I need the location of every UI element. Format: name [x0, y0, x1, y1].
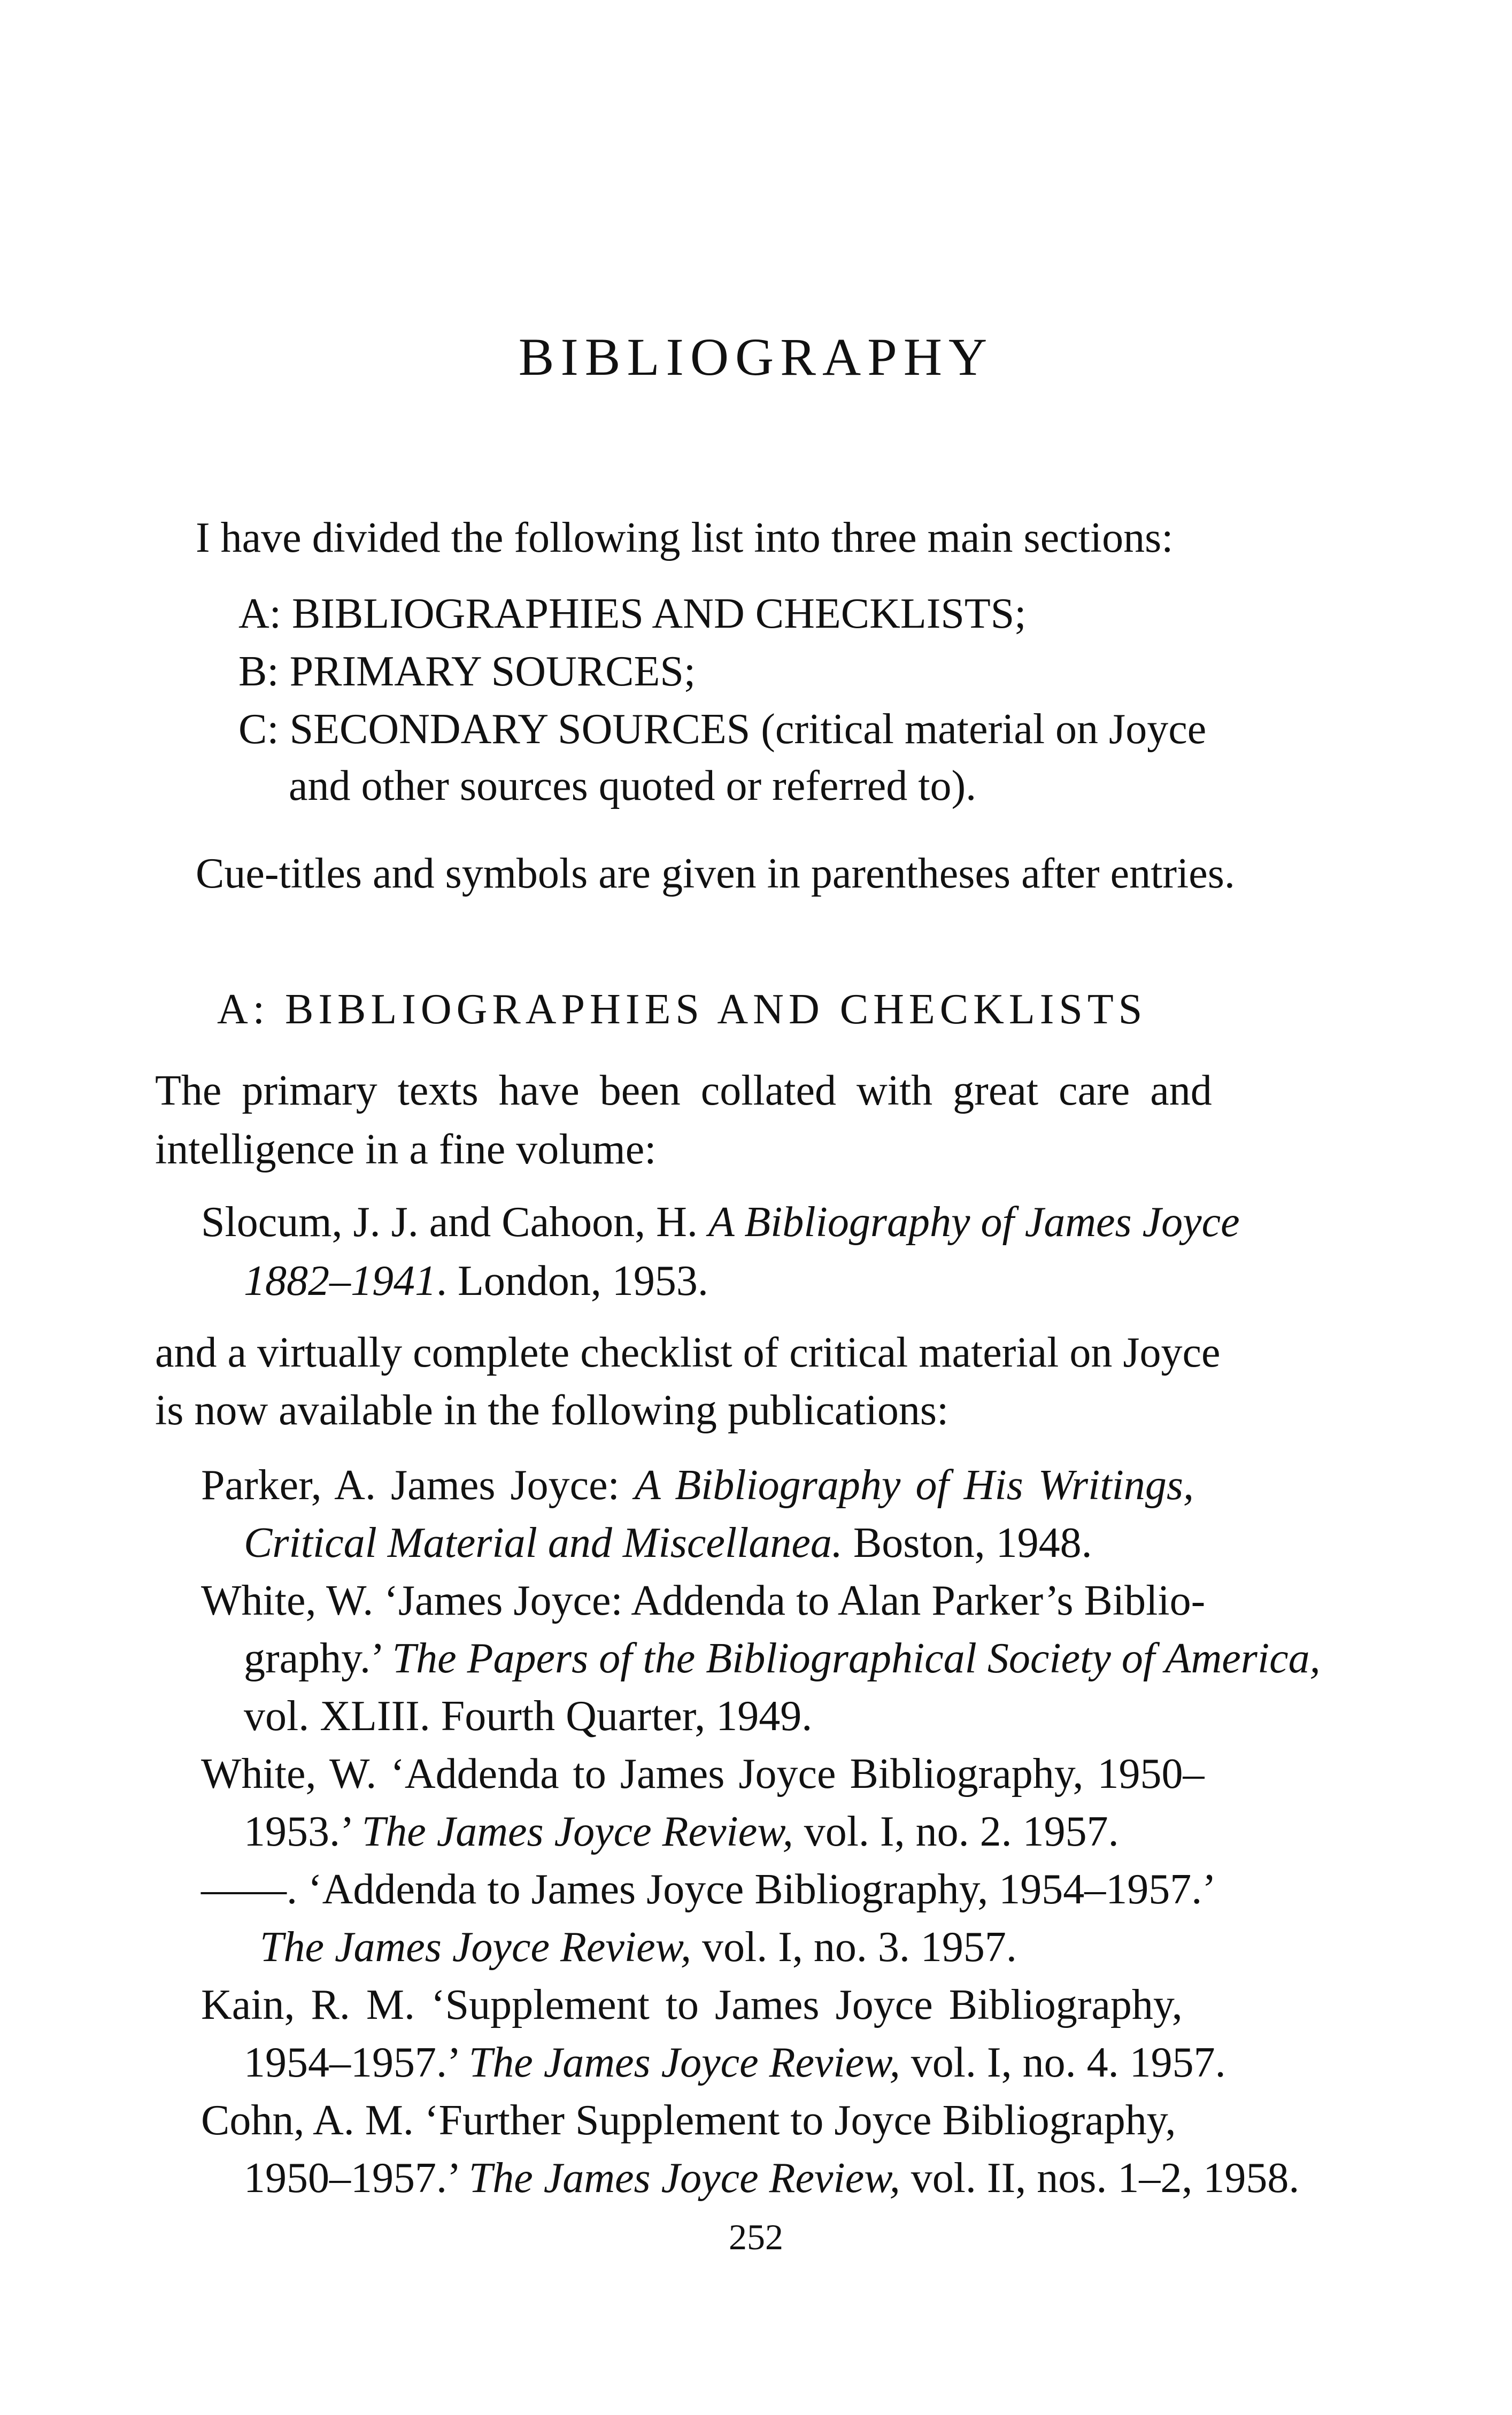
bib-entry-cohn-line-2 — [244, 2157, 1299, 2200]
cue-titles-note: Cue-titles and symbols are given in parentheses after entries. — [196, 850, 1235, 897]
section-text-c: SECONDARY SOURCES (critical material on Joyce — [289, 706, 1207, 753]
bib-entry-author: Parker, A. James Joyce: — [201, 1462, 635, 1509]
bib-entry-slocum-line-2 — [244, 1257, 708, 1305]
bib-entry-title: A Bibliography of His Writings, — [634, 1462, 1194, 1509]
bib-entry-volume: vol. II, nos. 1–2, 1958. — [900, 2155, 1300, 2202]
page-title: BIBLIOGRAPHY — [518, 327, 994, 387]
bib-entry-journal: The James Joyce Review, — [468, 2039, 900, 2086]
bib-entry-journal: The Papers of the Bibliographical Society of America, — [392, 1635, 1321, 1682]
section-text-b: PRIMARY SOURCES; — [289, 648, 696, 695]
bib-entry-journal: The James Joyce Review, — [260, 1924, 691, 1971]
page-number: 252 — [729, 2217, 783, 2257]
bib-entry-title: A Bibliography of James Joyce — [708, 1199, 1240, 1246]
bib-entry-title: Critical Material and Miscellanea. — [244, 1519, 843, 1567]
bib-entry-kain-line-2 — [244, 2041, 1226, 2084]
bib-entry-title-years: 1882–1941 — [244, 1257, 436, 1305]
bib-entry-parker-line-2 — [244, 1519, 1092, 1567]
bib-entry-volume: vol. I, no. 3. 1957. — [691, 1924, 1017, 1971]
bib-entry-slocum-line-1 — [201, 1201, 1240, 1244]
intro-lead: I have divided the following list into three main sections: — [196, 514, 1174, 561]
bib-entry-kain-line-1: Kain, R. M. ‘Supplement to James Joyce Bibliography, — [201, 1981, 1183, 2028]
bib-entry-white-1-line-2 — [244, 1637, 1321, 1680]
bib-entry-white-1-line-1: White, W. ‘James Joyce: Addenda to Alan Parker’s Biblio- — [201, 1577, 1206, 1624]
bib-entry-authors: Slocum, J. J. and Cahoon, H. — [201, 1199, 708, 1246]
bib-entry-parker-line-1 — [201, 1464, 1194, 1507]
bib-entry-white-3-line-2 — [260, 1926, 1017, 1969]
section-text-a: BIBLIOGRAPHIES AND CHECKLISTS; — [292, 590, 1027, 637]
bib-entry-years: 1954–1957.’ — [244, 2039, 469, 2086]
bib-entry-volume: vol. I, no. 2. 1957. — [793, 1808, 1119, 1855]
bib-entry-years: 1950–1957.’ — [244, 2155, 469, 2202]
bib-entry-imprint: Boston, 1948. — [842, 1519, 1092, 1567]
bib-entry-white-2-line-2 — [244, 1810, 1119, 1853]
bib-entry-white-1-line-3: vol. XLIII. Fourth Quarter, 1949. — [244, 1693, 813, 1740]
bib-entry-imprint: . London, 1953. — [436, 1257, 708, 1305]
bib-entry-journal: The James Joyce Review, — [468, 2155, 900, 2202]
section-c-continued: and other sources quoted or referred to). — [289, 762, 977, 809]
bib-entry-cohn-line-1: Cohn, A. M. ‘Further Supplement to Joyce Bibliography, — [201, 2097, 1176, 2144]
section-list-item-a — [238, 592, 1026, 635]
section-list-item-b — [238, 650, 696, 693]
paragraph-primary-texts-line-1: The primary texts have been collated with great care and — [155, 1067, 1212, 1114]
section-heading-a: A: BIBLIOGRAPHIES AND CHECKLISTS — [217, 986, 1147, 1033]
bib-entry-journal: The James Joyce Review, — [361, 1808, 793, 1855]
paragraph-checklist-line-1: and a virtually complete checklist of critical material on Joyce — [155, 1329, 1221, 1376]
bib-entry-title-end: graphy.’ — [244, 1635, 392, 1682]
paragraph-primary-texts-line-2: intelligence in a fine volume: — [155, 1126, 657, 1173]
bib-entry-white-2-line-1: White, W. ‘Addenda to James Joyce Bibliography, 1950– — [201, 1750, 1205, 1797]
bib-entry-white-3-line-1: ——. ‘Addenda to James Joyce Bibliography, 1954–1957.’ — [201, 1866, 1216, 1913]
bib-entry-volume: vol. I, no. 4. 1957. — [900, 2039, 1226, 2086]
section-list-item-c — [238, 708, 1206, 751]
paragraph-checklist-line-2: is now available in the following publications: — [155, 1387, 949, 1434]
section-label-c: C: — [238, 706, 279, 753]
bib-entry-years: 1953.’ — [244, 1808, 362, 1855]
section-label-a: A: — [238, 590, 281, 637]
section-label-b: B: — [238, 648, 279, 695]
